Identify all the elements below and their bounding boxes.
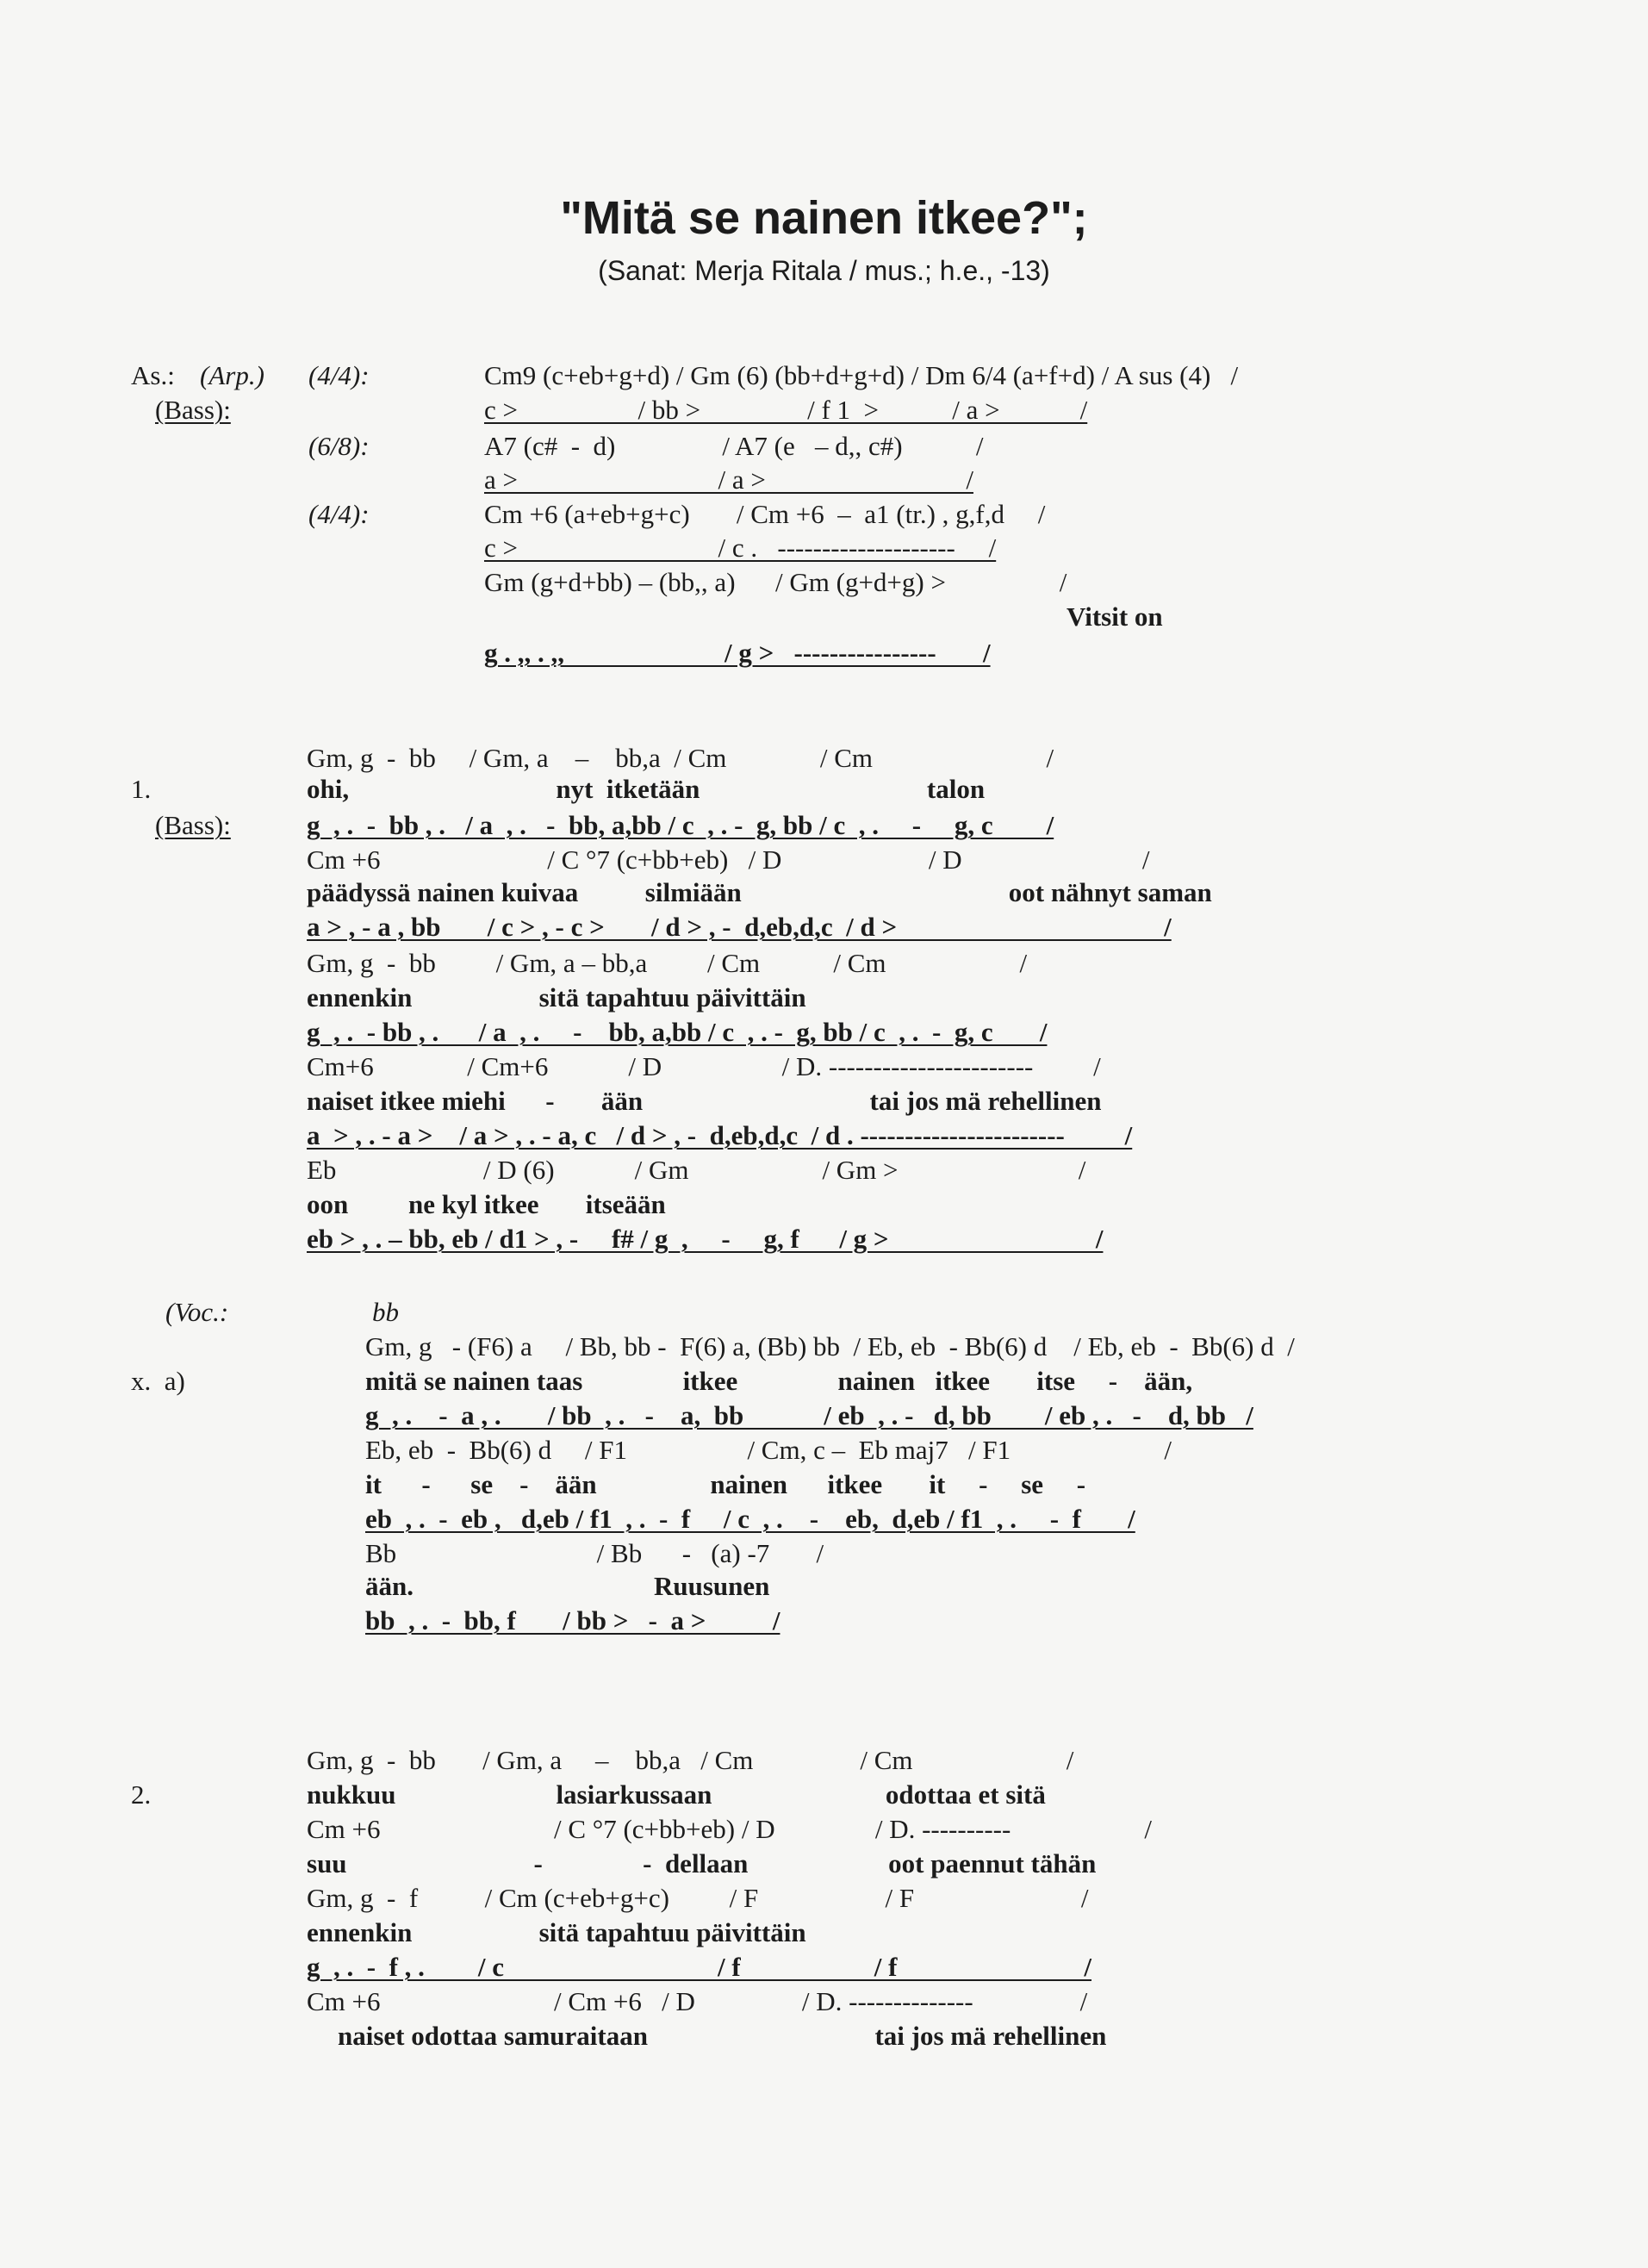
chord-line: Eb, eb - Bb(6) d / F1 / Cm, c – Eb maj7 / F1 / <box>365 1435 1172 1465</box>
verse-1-bass-label: (Bass): <box>155 810 231 840</box>
bass-note-line: g , . - a , . / bb , . - a, bb / eb , . - d, bb / eb , . - d, bb / <box>365 1400 1253 1430</box>
chorus-label: x. a) <box>131 1366 185 1396</box>
intro-meter-44b: (4/4): <box>308 499 370 529</box>
intro-chord-line-4: Gm (g+d+bb) – (bb,, a) / Gm (g+d+g) > / <box>484 567 1067 597</box>
intro-lyric: Vitsit on <box>1067 601 1163 632</box>
chord-line: Gm, g - bb / Gm, a – bb,a / Cm / Cm / <box>307 1745 1074 1775</box>
bass-note-line: g , . - bb , . / a , . - bb, a,bb / c , . - g, bb / c , . - g, c / <box>307 810 1054 840</box>
intro-meter-68: (6/8): <box>308 431 370 461</box>
intro-chord-line-1: Cm9 (c+eb+g+d) / Gm (6) (bb+d+g+d) / Dm 6/4 (a+f+d) / A sus (4) / <box>484 360 1239 390</box>
lyric-line: mitä se nainen taas itkee nainen itkee itse - ään, <box>365 1366 1193 1396</box>
lyric-line: suu - - dellaan oot paennut tähän <box>307 1848 1097 1879</box>
lyric-line: nukkuu lasiarkussaan odottaa et sitä <box>307 1779 1046 1810</box>
intro-label-bass: (Bass): <box>155 395 231 425</box>
chord-line: Gm, g - bb / Gm, a – bb,a / Cm / Cm / <box>307 948 1028 978</box>
lyric-line: naiset itkee miehi - ään tai jos mä rehellinen <box>307 1086 1102 1116</box>
lyric-line: ään. Ruusunen <box>365 1571 770 1601</box>
intro-label-as: As.: <box>131 360 175 390</box>
chord-line: Eb / D (6) / Gm / Gm > / <box>307 1155 1086 1185</box>
song-title: "Mitä se nainen itkee?"; <box>560 192 1088 244</box>
lyric-line: päädyssä nainen kuivaa silmiään oot nähnyt saman <box>307 877 1212 907</box>
bass-note-line: g , . - f , . / c / f / f / <box>307 1952 1092 1982</box>
bass-note-line: eb > , . – bb, eb / d1 > , - f# / g , - g, f / g > / <box>307 1224 1104 1254</box>
lyric-line: it - se - ään nainen itkee it - se - <box>365 1469 1086 1499</box>
chord-line: Cm +6 / Cm +6 / D / D. -------------- / <box>307 1986 1088 2016</box>
intro-bass-line-3: c > / c . -------------------- / <box>484 533 997 563</box>
chord-line: Gm, g - f / Cm (c+eb+g+c) / F / F / <box>307 1883 1089 1913</box>
lyric-line: ennenkin sitä tapahtuu päivittäin <box>307 1917 806 1947</box>
intro-chord-line-3: Cm +6 (a+eb+g+c) / Cm +6 – a1 (tr.) , g,f,d / <box>484 499 1046 529</box>
chord-line: Cm +6 / C °7 (c+bb+eb) / D / D. ---------- / <box>307 1814 1152 1844</box>
chorus-voc-label: (Voc.: <box>165 1297 229 1327</box>
bass-note-line: a > , . - a > / a > , . - a, c / d > , - d,eb,d,c / d . ----------------------- / <box>307 1120 1133 1150</box>
chorus-bb-note: bb <box>372 1297 399 1327</box>
intro-bass-line-1: c > / bb > / f 1 > / a > / <box>484 395 1088 425</box>
bass-note-line: eb , . - eb , d,eb / f1 , . - f / c , . - eb, d,eb / f1 , . - f / <box>365 1504 1135 1534</box>
lyric-line: oon ne kyl itkee itseään <box>307 1189 666 1219</box>
lyric-line: ohi, nyt itketään talon <box>307 774 986 804</box>
chord-line: Bb / Bb - (a) -7 / <box>365 1538 824 1568</box>
intro-bass-line-2: a > / a > / <box>484 464 973 495</box>
song-credits: (Sanat: Merja Ritala / mus.; h.e., -13) <box>598 255 1050 286</box>
lyric-line: naiset odottaa samuraitaan tai jos mä rehellinen <box>338 2021 1107 2051</box>
verse-1-number: 1. <box>131 774 152 804</box>
intro-chord-line-2: A7 (c# - d) / A7 (e – d,, c#) / <box>484 431 984 461</box>
chord-line: Cm+6 / Cm+6 / D / D. ----------------------- / <box>307 1051 1101 1081</box>
chord-line: Gm, g - bb / Gm, a – bb,a / Cm / Cm / <box>307 743 1054 773</box>
intro-label-arp: (Arp.) <box>200 360 264 390</box>
chord-line: Gm, g - (F6) a / Bb, bb - F(6) a, (Bb) bb / Eb, eb - Bb(6) d / Eb, eb - Bb(6) d / <box>365 1331 1295 1361</box>
bass-note-line: bb , . - bb, f / bb > - a > / <box>365 1605 780 1636</box>
verse-2-number: 2. <box>131 1779 152 1810</box>
intro-meter-44: (4/4): <box>308 360 370 390</box>
bass-note-line: g , . - bb , . / a , . - bb, a,bb / c , . - g, bb / c , . - g, c / <box>307 1017 1048 1047</box>
chord-line: Cm +6 / C °7 (c+bb+eb) / D / D / <box>307 844 1150 875</box>
bass-note-line: a > , - a , bb / c > , - c > / d > , - d,eb,d,c / d > / <box>307 912 1172 942</box>
lyric-line: ennenkin sitä tapahtuu päivittäin <box>307 982 806 1012</box>
intro-bass-line-4: g . ,, . ,, / g > ---------------- / <box>484 638 991 668</box>
